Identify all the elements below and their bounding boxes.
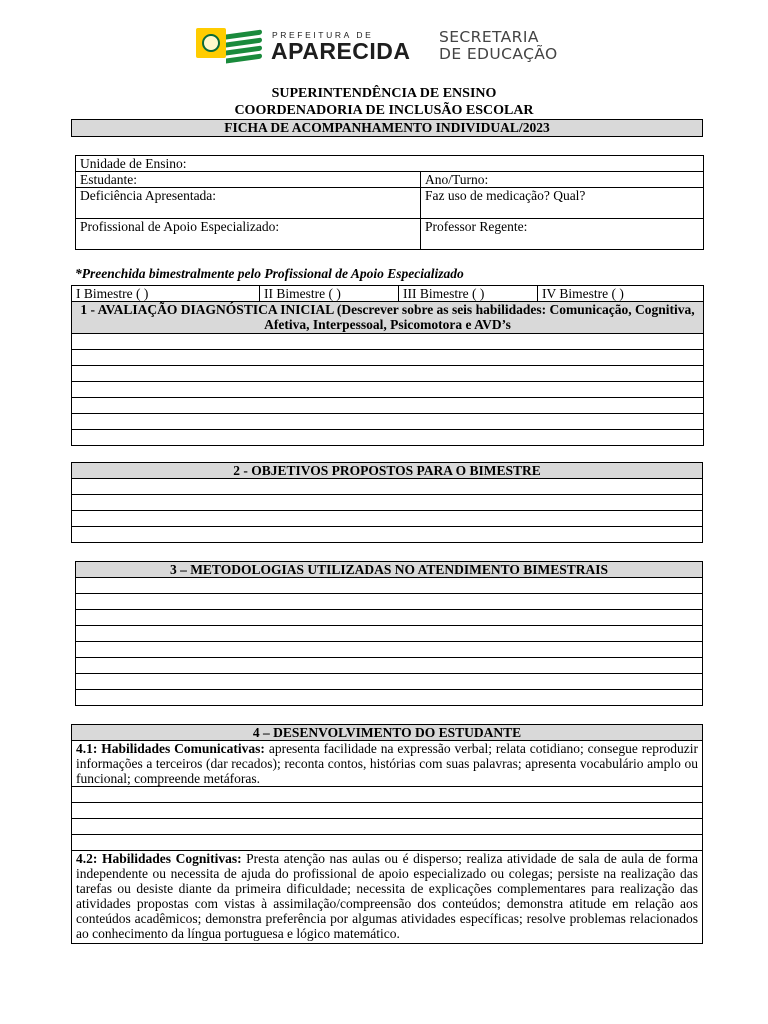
item-4-2-text: Presta atenção nas aulas ou é disperso; realiza atividade de sala de aula de forma independente ou necessita de ajuda do profissional de apoio especializado ou colegas; persiste na realização das tarefas ou desiste diante da primeira dificuldade; necessita de explicações complementares para realização das atividades propostas com vistas à assimilação/compreensão dos conteúdos; demonstra atitude em relação aos conteúdos acadêmicos; demonstra preferência por algumas atividades específicas; resolve problemas relacionados ao conhecimento da língua portuguesa e lógico matemático. [76,851,698,941]
section3-line[interactable] [76,642,703,658]
section3-line[interactable] [76,626,703,642]
section3-line[interactable] [76,578,703,594]
section1-line[interactable] [72,414,704,430]
section2-line[interactable] [72,479,703,495]
item-4-2 [72,851,703,944]
section4-line[interactable] [72,835,703,851]
item-4-1 [72,741,703,787]
bimestre-2-option[interactable]: II Bimestre ( ) [260,286,399,302]
form-title-box [71,119,703,137]
section3-line[interactable] [76,610,703,626]
title-superintendencia: SUPERINTENDÊNCIA DE ENSINO [271,86,497,101]
section3-line[interactable] [76,658,703,674]
bimestre-3-option[interactable]: III Bimestre ( ) [399,286,538,302]
section3-title: 3 – METODOLOGIAS UTILIZADAS NO ATENDIMENTO BIMESTRAIS [76,562,703,578]
field-profissional[interactable]: Profissional de Apoio Especializado: [76,219,421,250]
section4-table [71,724,703,944]
secretaria-line1: SECRETARIA [439,28,539,46]
section4-line[interactable] [72,819,703,835]
fill-note: *Preenchida bimestralmente pelo Profissional de Apoio Especializado [75,266,464,281]
section1-title: 1 - AVALIAÇÃO DIAGNÓSTICA INICIAL (Descrever sobre as seis habilidades: Comunicação, Cognitiva, Afetiva, Interpessoal, Psicomotora e AVD’s [72,302,704,334]
section4-line[interactable] [72,803,703,819]
section3-line[interactable] [76,674,703,690]
section2-line[interactable] [72,527,703,543]
bimestre-4-option[interactable]: IV Bimestre ( ) [538,286,704,302]
section1-line[interactable] [72,350,704,366]
section2-title: 2 - OBJETIVOS PROPOSTOS PARA O BIMESTRE [72,463,703,479]
city-seal-icon [196,28,226,58]
section1-line[interactable] [72,430,704,446]
section4-line[interactable] [72,787,703,803]
section1-line[interactable] [72,334,704,350]
field-medicacao[interactable]: Faz uso de medicação? Qual? [421,188,704,219]
secretaria-line2: DE EDUCAÇÃO [439,45,558,63]
logo-text-big: APARECIDA [271,38,411,64]
header-logo [196,26,576,70]
section2-table [71,462,703,543]
section1-line[interactable] [72,366,704,382]
field-estudante[interactable]: Estudante: [76,172,421,188]
secretaria-text [439,29,558,63]
section3-line[interactable] [76,594,703,610]
section2-line[interactable] [72,511,703,527]
section3-line[interactable] [76,690,703,706]
section1-line[interactable] [72,382,704,398]
field-deficiencia[interactable]: Deficiência Apresentada: [76,188,421,219]
section3-table [75,561,703,706]
logo-text-small: PREFEITURA DE [272,30,374,40]
field-ano-turno[interactable]: Ano/Turno: [421,172,704,188]
section4-title: 4 – DESENVOLVIMENTO DO ESTUDANTE [72,725,703,741]
item-4-2-label: 4.2: Habilidades Cognitivas: [76,851,242,866]
form-title: FICHA DE ACOMPANHAMENTO INDIVIDUAL/2023 [72,120,703,137]
bimestre-1-option[interactable]: I Bimestre ( ) [72,286,260,302]
student-info-table [75,155,704,250]
field-professor[interactable]: Professor Regente: [421,219,704,250]
section1-line[interactable] [72,398,704,414]
title-coordenadoria: COORDENADORIA DE INCLUSÃO ESCOLAR [234,103,534,118]
section1-table [71,285,704,446]
flag-stripes-icon [226,28,262,62]
field-unidade[interactable]: Unidade de Ensino: [76,156,704,172]
item-4-1-text: apresenta facilidade na expressão verbal; relata cotidiano; consegue reproduzir informações a terceiros (dar recados); reconta contos, histórias com suas palavras; apresenta vocabulário amplo ou funcional; compreende metáforas. [76,741,698,786]
item-4-1-label: 4.1: Habilidades Comunicativas: [76,741,265,756]
section2-line[interactable] [72,495,703,511]
